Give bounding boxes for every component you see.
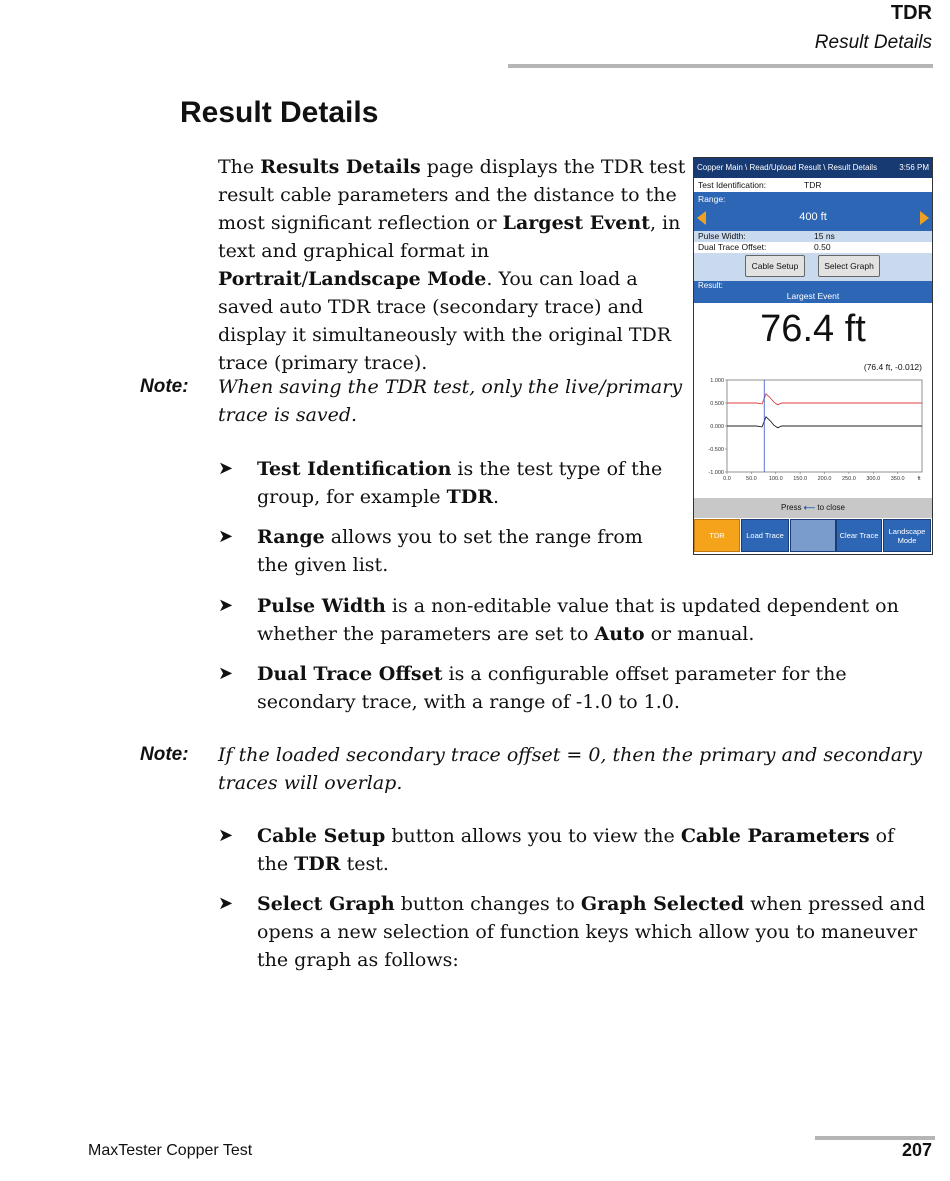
pulse-width-label: Pulse Width: (698, 231, 746, 241)
list-item: Range allows you to set the range from the given list. (257, 526, 643, 576)
test-id-row (694, 178, 932, 192)
result-label: Result: (698, 281, 723, 290)
tdr-trace-graph[interactable] (694, 372, 932, 498)
device-breadcrumb: Copper Main \ Read/Upload Result \ Result Details (697, 163, 878, 172)
offset-row (694, 242, 932, 253)
y-tick-label: -1.000 (708, 470, 724, 476)
x-tick-label: 250.0 (841, 476, 856, 482)
running-header-title: TDR (890, 2, 932, 24)
device-screenshot (693, 157, 933, 555)
test-id-label: Test Identification: (698, 180, 767, 190)
intro-text: page displays the TDR test result cable parameters and the distance to the most significant reflection or (218, 156, 686, 234)
range-next-icon[interactable] (920, 211, 929, 225)
pulse-width-value: 15 ns (814, 231, 835, 241)
offset-value[interactable]: 0.50 (814, 242, 831, 252)
note-label: Note: (140, 744, 189, 765)
x-unit-label: ft (917, 476, 921, 482)
intro-bold: Landscape Mode (307, 268, 487, 290)
result-label-row (694, 281, 932, 291)
press-to-close-hint (694, 498, 932, 518)
range-selector[interactable] (694, 206, 932, 231)
fkey-clear-trace[interactable]: Clear Trace (836, 519, 882, 552)
list-item: Test Identification is the test type of the group, for example TDR. (257, 458, 663, 508)
note-text: When saving the TDR test, only the live/primary trace is saved. (218, 376, 683, 426)
footer-book-title: MaxTester Copper Test (88, 1142, 253, 1159)
bullet-arrow-icon: ➤ (218, 825, 234, 846)
intro-text: / (301, 268, 308, 290)
range-value: 400 ft (799, 211, 827, 223)
range-label: Range: (698, 194, 726, 204)
list-item: Dual Trace Offset is a configurable offset parameter for the secondary trace, with a range of -1.0 to 1.0. (257, 663, 847, 713)
bullet-arrow-icon: ➤ (218, 526, 234, 547)
press-hint-text: to close (817, 503, 845, 512)
intro-bold: Results Details (260, 156, 421, 178)
cable-setup-button[interactable]: Cable Setup (745, 255, 805, 277)
cursor-readout: (76.4 ft, -0.012) (863, 362, 922, 372)
intro-text: The (218, 156, 261, 178)
button-row (694, 253, 932, 281)
x-tick-label: 300.0 (866, 476, 881, 482)
y-tick-label: 1.000 (710, 378, 724, 384)
fkey-empty (790, 519, 836, 552)
fkey-landscape-mode[interactable]: Landscape Mode (883, 519, 931, 552)
pulse-width-row (694, 231, 932, 242)
header-rule (508, 64, 933, 68)
running-header-subtitle: Result Details (814, 32, 932, 53)
back-arrow-icon: ⟵ (803, 503, 816, 512)
bullet-arrow-icon: ➤ (218, 458, 234, 479)
list-item: Select Graph button changes to Graph Selected when pressed and opens a new selection of function keys which allow you to maneuver the graph as follows: (257, 893, 926, 971)
bullet-arrow-icon: ➤ (218, 663, 234, 684)
y-tick-label: -0.500 (708, 447, 724, 453)
x-tick-label: 100.0 (768, 476, 783, 482)
largest-event-label: Largest Event (694, 291, 932, 303)
device-title-bar (694, 158, 932, 178)
page-number: 207 (901, 1140, 932, 1160)
largest-event-value: 76.4 ft (760, 308, 866, 350)
intro-text: . You can load a saved auto TDR trace (secondary trace) and display it simultaneously with the original TDR trace (primary trace). (218, 268, 672, 374)
list-item: Pulse Width is a non-editable value that is updated dependent on whether the parameters are set to Auto or manual. (257, 595, 899, 645)
device-clock: 3:56 PM (899, 163, 929, 172)
section-title: Result Details (180, 96, 379, 129)
x-tick-label: 50.0 (746, 476, 757, 482)
bullet-arrow-icon: ➤ (218, 595, 234, 616)
x-tick-label: 350.0 (890, 476, 905, 482)
fkey-load-trace[interactable]: Load Trace (741, 519, 789, 552)
y-tick-label: 0.000 (710, 424, 724, 430)
y-tick-label: 0.500 (710, 401, 724, 407)
press-hint-text: Press (781, 503, 802, 512)
select-graph-button[interactable]: Select Graph (818, 255, 880, 277)
intro-bold: Portrait (218, 268, 302, 290)
list-item: Cable Setup button allows you to view the Cable Parameters of the TDR test. (257, 825, 895, 875)
note-text: If the loaded secondary trace offset = 0, then the primary and secondary traces will overlap. (218, 744, 922, 794)
range-label-row (694, 192, 932, 206)
x-tick-label: 150.0 (793, 476, 808, 482)
bullet-arrow-icon: ➤ (218, 893, 234, 914)
x-tick-label: 0.0 (723, 476, 731, 482)
x-tick-label: 200.0 (817, 476, 832, 482)
test-id-value: TDR (804, 180, 822, 190)
intro-paragraph (218, 153, 688, 377)
intro-text: , in text and graphical format in (218, 212, 681, 262)
fkey-tdr[interactable]: TDR (694, 519, 740, 552)
offset-label: Dual Trace Offset: (698, 242, 767, 252)
intro-bold: Largest Event (502, 212, 650, 234)
note-label: Note: (140, 376, 189, 397)
